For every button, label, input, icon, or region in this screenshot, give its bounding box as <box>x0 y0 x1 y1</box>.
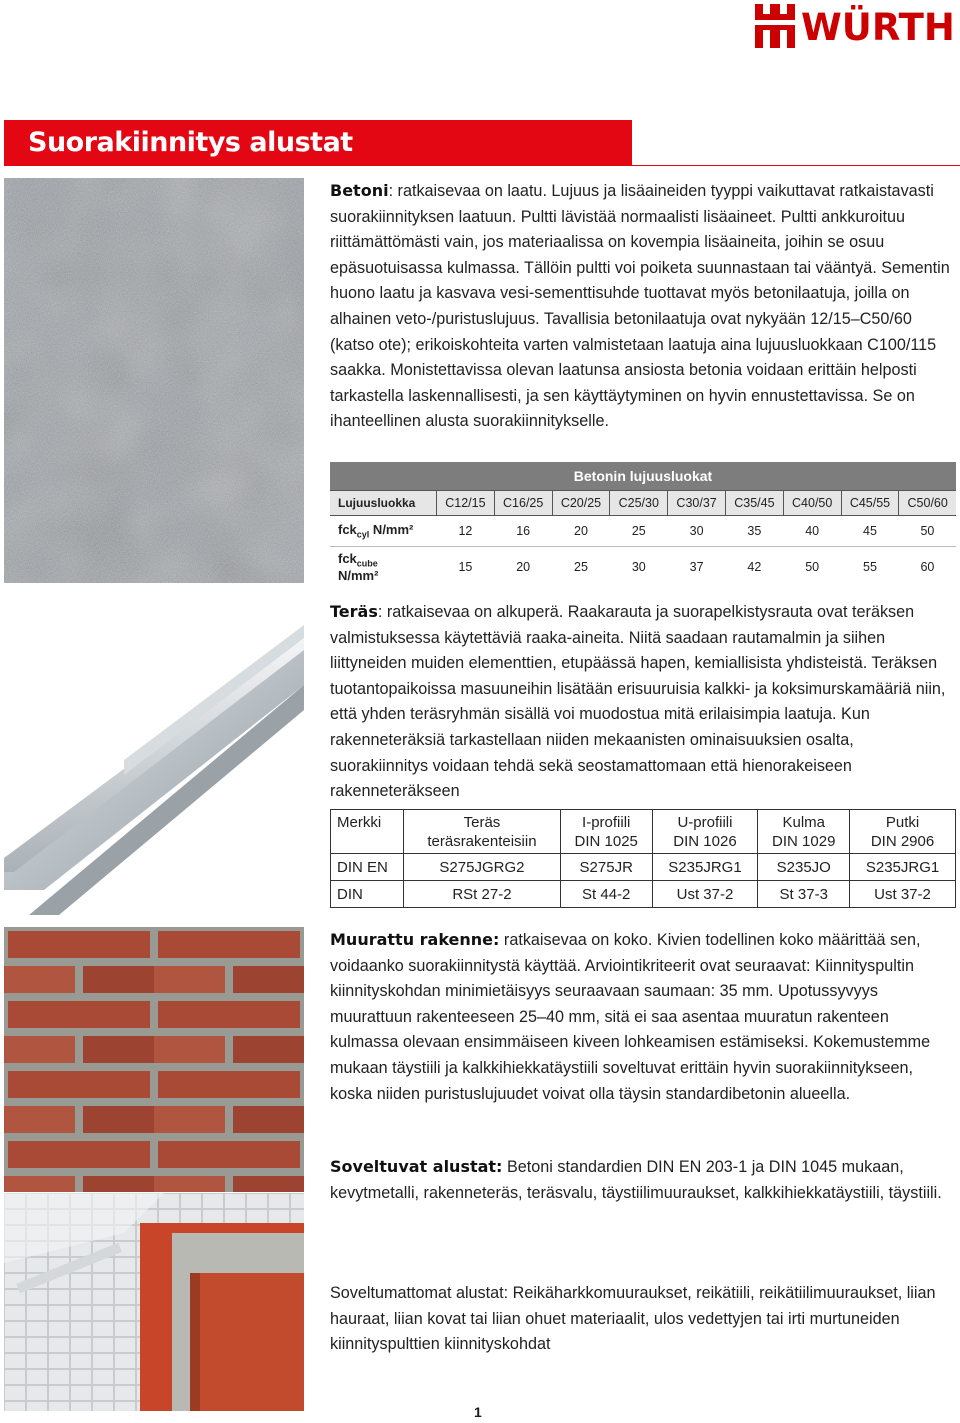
steel-header-cell: Merkki <box>331 810 404 854</box>
unsuitable-section <box>330 1281 955 1358</box>
fck-cyl-cell: 50 <box>899 516 956 547</box>
fck-cyl-cell: 35 <box>725 516 783 547</box>
concrete-text: : ratkaisevaa on laatu. Lujuus ja lisäaineiden tyyppi vaikuttavat ratkaistavasti suorakiinnityksen laatuun. Pultti lävistää normaalisti lisäaineet. Pultti ankkuroituu riittämättömästi vain, jos materiaalissa on kovempia lisäaineita, joihin se osuu epäsuotuisassa kulmassa. Tällöin pultti voi poiketa suunnastaan tai vääntyä. Sementin huono laatu ja kasvava vesi-sementtisuhde tuottavat myös betonilaatuja, joilla on alhainen veto-/puristuslujuus. Tavallisia betonilaatuja ovat nykyään 12/15–C50/60 (katso ote); erikoiskohteita varten valmistetaan laatuja aina lujuusluokkaan C100/115 saakka. Monistettavissa olevan laatunsa ansiosta betonia voidaan erittäin helposti tarkastella laskennallisesti, ja sen käyttäytyminen on hyvin ennustettavissa. Se on ihanteellinen alusta suorakiinnitykselle. <box>330 182 950 431</box>
steel-header-cell: Putki DIN 2906 <box>850 810 956 854</box>
fck-cyl-cell: 30 <box>668 516 726 547</box>
concrete-heading: Betoni <box>330 181 389 200</box>
steel-table-row <box>331 881 956 908</box>
fck-cube-cell: 15 <box>458 560 473 574</box>
fck-cyl-cell: 20 <box>552 516 610 547</box>
strength-class-cell: C25/30 <box>610 491 668 516</box>
wurth-logo-wordmark: WÜRTH <box>801 6 955 49</box>
strength-class-cell: C45/55 <box>841 491 899 516</box>
strength-class-cell: C35/45 <box>725 491 783 516</box>
strength-class-label: Lujuusluokka <box>330 491 437 516</box>
fck-cyl-cell: 25 <box>610 516 668 547</box>
fck-cyl-cell: 45 <box>841 516 899 547</box>
fck-cube-cell: 30 <box>631 560 646 574</box>
steel-text: : ratkaisevaa on alkuperä. Raakarauta ja suorapelkistysrauta ovat teräksen valmistuksessa käytettäviä raaka-aineita. Niitä saadaan rautamalmin ja siihen liittyneiden muiden elementtien, etupäässä hapen, kemiallisista yhdisteistä. Teräksen tuotantopaikoissa masuuneihin lisätään erisuuruisia kalkki- ja koksimurskamääriä niin, että yhden teräsryhmän sisällä voi muodostua mitä erilaisimpia laatuja. Kun rakenneteräksiä tarkastellaan niiden mekaanisten ominaisuuksien osalta, suorakiinnitys voidaan tehdä sekä seostamattomaan että hienorakeiseen rakenneteräkseen <box>330 603 946 801</box>
strength-class-cell: C50/60 <box>899 491 956 516</box>
fck-cube-cell: 55 <box>863 560 877 574</box>
steel-table-row <box>331 854 956 881</box>
page-number: 1 <box>474 1404 482 1420</box>
masonry-heading: Muurattu rakenne: <box>330 930 500 949</box>
suitable-text: Betoni standardien DIN EN 203-1 ja DIN 1045 mukaan, kevytmetalli, rakenneteräs, teräsvalu, täystiilimuuraukset, kalkkihiekkatäystiili, täystiili. <box>330 1158 942 1202</box>
steel-section <box>330 599 955 805</box>
steel-header-cell: Kulma DIN 1029 <box>758 810 850 854</box>
steel-cell: S235JRG1 <box>850 854 956 881</box>
fck-cyl-cell: 40 <box>783 516 841 547</box>
fck-cube-label: fck$_{cube}$ N/mm² <box>338 550 379 584</box>
wurth-logo <box>755 4 960 50</box>
steel-cell: RSt 27-2 <box>404 881 561 908</box>
steel-cell: DIN EN <box>331 854 404 881</box>
strength-class-cell: C20/25 <box>552 491 610 516</box>
steel-rail-photo <box>4 590 304 915</box>
steel-header-cell: U-profiili DIN 1026 <box>652 810 758 854</box>
steel-cell: S275JGRG2 <box>404 854 561 881</box>
page-title-bar <box>4 120 632 166</box>
wurth-logo-mark-icon <box>755 4 795 48</box>
steel-cell: St 44-2 <box>560 881 652 908</box>
fck-cube-row <box>330 547 956 588</box>
fck-cyl-label: fck$_{cyl}$ N/mm² <box>330 516 437 547</box>
strength-class-cell: C16/25 <box>494 491 552 516</box>
steel-cell: DIN <box>331 881 404 908</box>
strength-class-cell: C30/37 <box>668 491 726 516</box>
steel-header-cell: Teräs teräsrakenteisiin <box>404 810 561 854</box>
strength-class-row <box>330 491 956 516</box>
strength-class-cell: C12/15 <box>437 491 495 516</box>
brick-wall-photo <box>4 927 304 1192</box>
steel-cell: Ust 37-2 <box>850 881 956 908</box>
masonry-section <box>330 927 955 1107</box>
fck-cube-cell: 60 <box>920 560 935 574</box>
unsuitable-text: Soveltumattomat alustat: Reikäharkkomuuraukset, reikätiili, reikätiilimuuraukset, liian hauraat, liian kovat tai liian ohuet materiaalit, ulos vedettyjen tai irti murtuneiden kiinnityspulttien kiinnityskohdat <box>330 1284 936 1354</box>
strength-class-cell: C40/50 <box>783 491 841 516</box>
building-wall-photo <box>4 1193 304 1411</box>
steel-heading: Teräs <box>330 602 378 621</box>
concrete-table-caption: Betonin lujuusluokat <box>330 462 956 491</box>
fck-cube-cell: 37 <box>689 560 704 574</box>
fck-cube-cell: 25 <box>574 560 588 574</box>
masonry-text: ratkaisevaa on koko. Kivien todellinen koko määrittää sen, voidaanko suorakiinnitystä käyttää. Arviointikriteerit ovat seuraavat: Kiinnityspultin kiinnityskohdan minimietäisyys seuraavaan saumaan: 35 mm. Upotussyvyys muurattuun rakenteeseen 25–40 mm, sitä ei saa asentaa muuratun rakenteen kulmassa olevaan ensimmäiseen kiveen lohkeamisen estämiseksi. Kokemustemme mukaan täystiili ja kalkkihiekkatäystiili soveltuvat erittäin hyvin suorakiinnitykseen, koska niiden puristuslujuudet voivat olla täysin standardibetonin alueella. <box>330 931 931 1103</box>
concrete-strength-table <box>330 462 956 587</box>
steel-table-header <box>331 810 956 854</box>
concrete-photo <box>4 178 304 583</box>
steel-cell: Ust 37-2 <box>652 881 758 908</box>
steel-cell: S275JR <box>560 854 652 881</box>
steel-cell: S235JRG1 <box>652 854 758 881</box>
page-title: Suorakiinnitys alustat <box>28 127 353 158</box>
steel-grade-table <box>330 809 956 908</box>
concrete-section <box>330 178 955 435</box>
fck-cube-cell: 50 <box>805 560 820 574</box>
fck-cube-cell: 20 <box>516 560 531 574</box>
fck-cyl-row <box>330 516 956 547</box>
fck-cyl-cell: 12 <box>437 516 495 547</box>
steel-cell: S235JO <box>758 854 850 881</box>
steel-header-cell: I-profiili DIN 1025 <box>560 810 652 854</box>
steel-cell: St 37-3 <box>758 881 850 908</box>
suitable-heading: Soveltuvat alustat: <box>330 1157 503 1176</box>
title-rule <box>632 165 960 166</box>
fck-cube-cell: 42 <box>747 560 762 574</box>
suitable-section <box>330 1154 955 1206</box>
fck-cyl-cell: 16 <box>494 516 552 547</box>
